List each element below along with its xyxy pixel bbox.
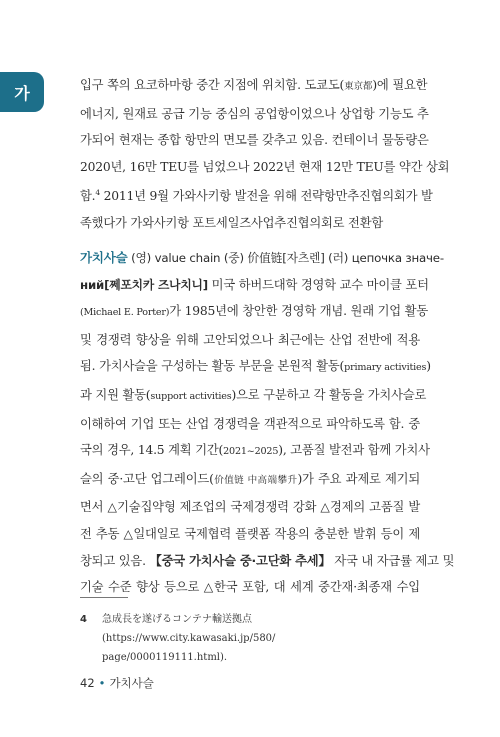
text-line: 국의 경우, 14.5 계획 기간(2021~2025), 고품질 발전과 함께 가치사 — [80, 443, 430, 458]
page-footer — [80, 675, 154, 691]
text-line: 과 지원 활동(support activities)으로 구분하고 각 활동을 가치사슬로 — [80, 387, 427, 402]
text-line: 족했다가 가와사키항 포트세일즈사업추진협의회로 전환함 — [80, 215, 384, 230]
footnote-text: 急成長を遂げるコンテナ輸送拠点(https://www.city.kawasaki.jp/580/ — [102, 614, 276, 644]
paragraph-continued — [80, 72, 450, 237]
section-name: 가치사슬 — [109, 676, 154, 690]
inline-heading: 【중국 가치사슬 중·고단화 추세】 — [149, 553, 331, 568]
text-line: 기술 수준 향상 등으로 △한국 포함, 대 세계 중간재·최종재 수입 — [80, 580, 420, 595]
text-line: 에너지, 원재료 공급 기능 중심의 공업항이었으나 상업항 기능도 추 — [80, 106, 429, 121]
index-tab-label: 가 — [14, 83, 30, 103]
text-line: 전 추동 △일대일로 국제협력 플랫폼 작용의 충분한 발휘 등이 제 — [80, 526, 420, 541]
footnote-ref: 4 — [95, 188, 100, 198]
text-line: 가치사슬 (영) value chain (중) 价值链[자츠렌] (러) цепочка значе- — [80, 250, 444, 265]
text-line: 됨. 가치사슬을 구성하는 활동 부문을 본원적 활동(primary activities) — [80, 359, 431, 374]
text-line: 슬의 중·고단 업그레이드(价值链 中高端攀升)가 주요 과제로 제기되 — [80, 471, 420, 486]
text-line: 입구 쪽의 요코하마항 중간 지점에 위치함. 도쿄도(東京都)에 필요한 — [80, 78, 428, 92]
text-line: (Michael E. Porter)가 1985년에 창안한 경영학 개념. 원래 기업 활동 — [80, 304, 429, 319]
footnote-divider — [80, 597, 128, 598]
footnote-text: page/0000119111.html). — [102, 652, 228, 663]
text-line: 및 경쟁력 향상을 위해 고안되었으나 최근에는 산업 전반에 적용 — [80, 332, 420, 347]
bullet-icon: • — [98, 676, 106, 690]
text-line: 2020년, 16만 TEU를 넘었으나 2022년 현재 12만 TEU를 약간 상회 — [80, 159, 450, 174]
text-line: 창되고 있음. 【중국 가치사슬 중·고단화 추세】 자국 내 자급률 제고 및 — [80, 553, 455, 568]
text-line: 함.$^4$ 2011년 9월 가와사키항 발전을 위해 전략항만추진협의회가 발 — [80, 188, 433, 204]
footnote-number: 4 — [80, 614, 87, 625]
footnote — [80, 610, 425, 667]
text-line: 이해하여 기업 또는 산업 경쟁력을 객관적으로 파악하도록 함. 중 — [80, 416, 420, 431]
text-line: 가되어 현재는 종합 항만의 면모를 갖추고 있음. 컨테이너 물동량은 — [80, 133, 429, 148]
text-line: ний[쩨포치카 즈나치니] 미국 하버드대학 경영학 교수 마이클 포터 — [80, 277, 429, 292]
page-number: 42 — [80, 676, 95, 690]
glossary-entry — [80, 245, 455, 601]
index-tab — [0, 72, 44, 112]
entry-term: 가치사슬 — [80, 250, 128, 265]
text-line: 면서 △기술집약형 제조업의 국제경쟁력 강화 △경제의 고품질 발 — [80, 500, 420, 515]
